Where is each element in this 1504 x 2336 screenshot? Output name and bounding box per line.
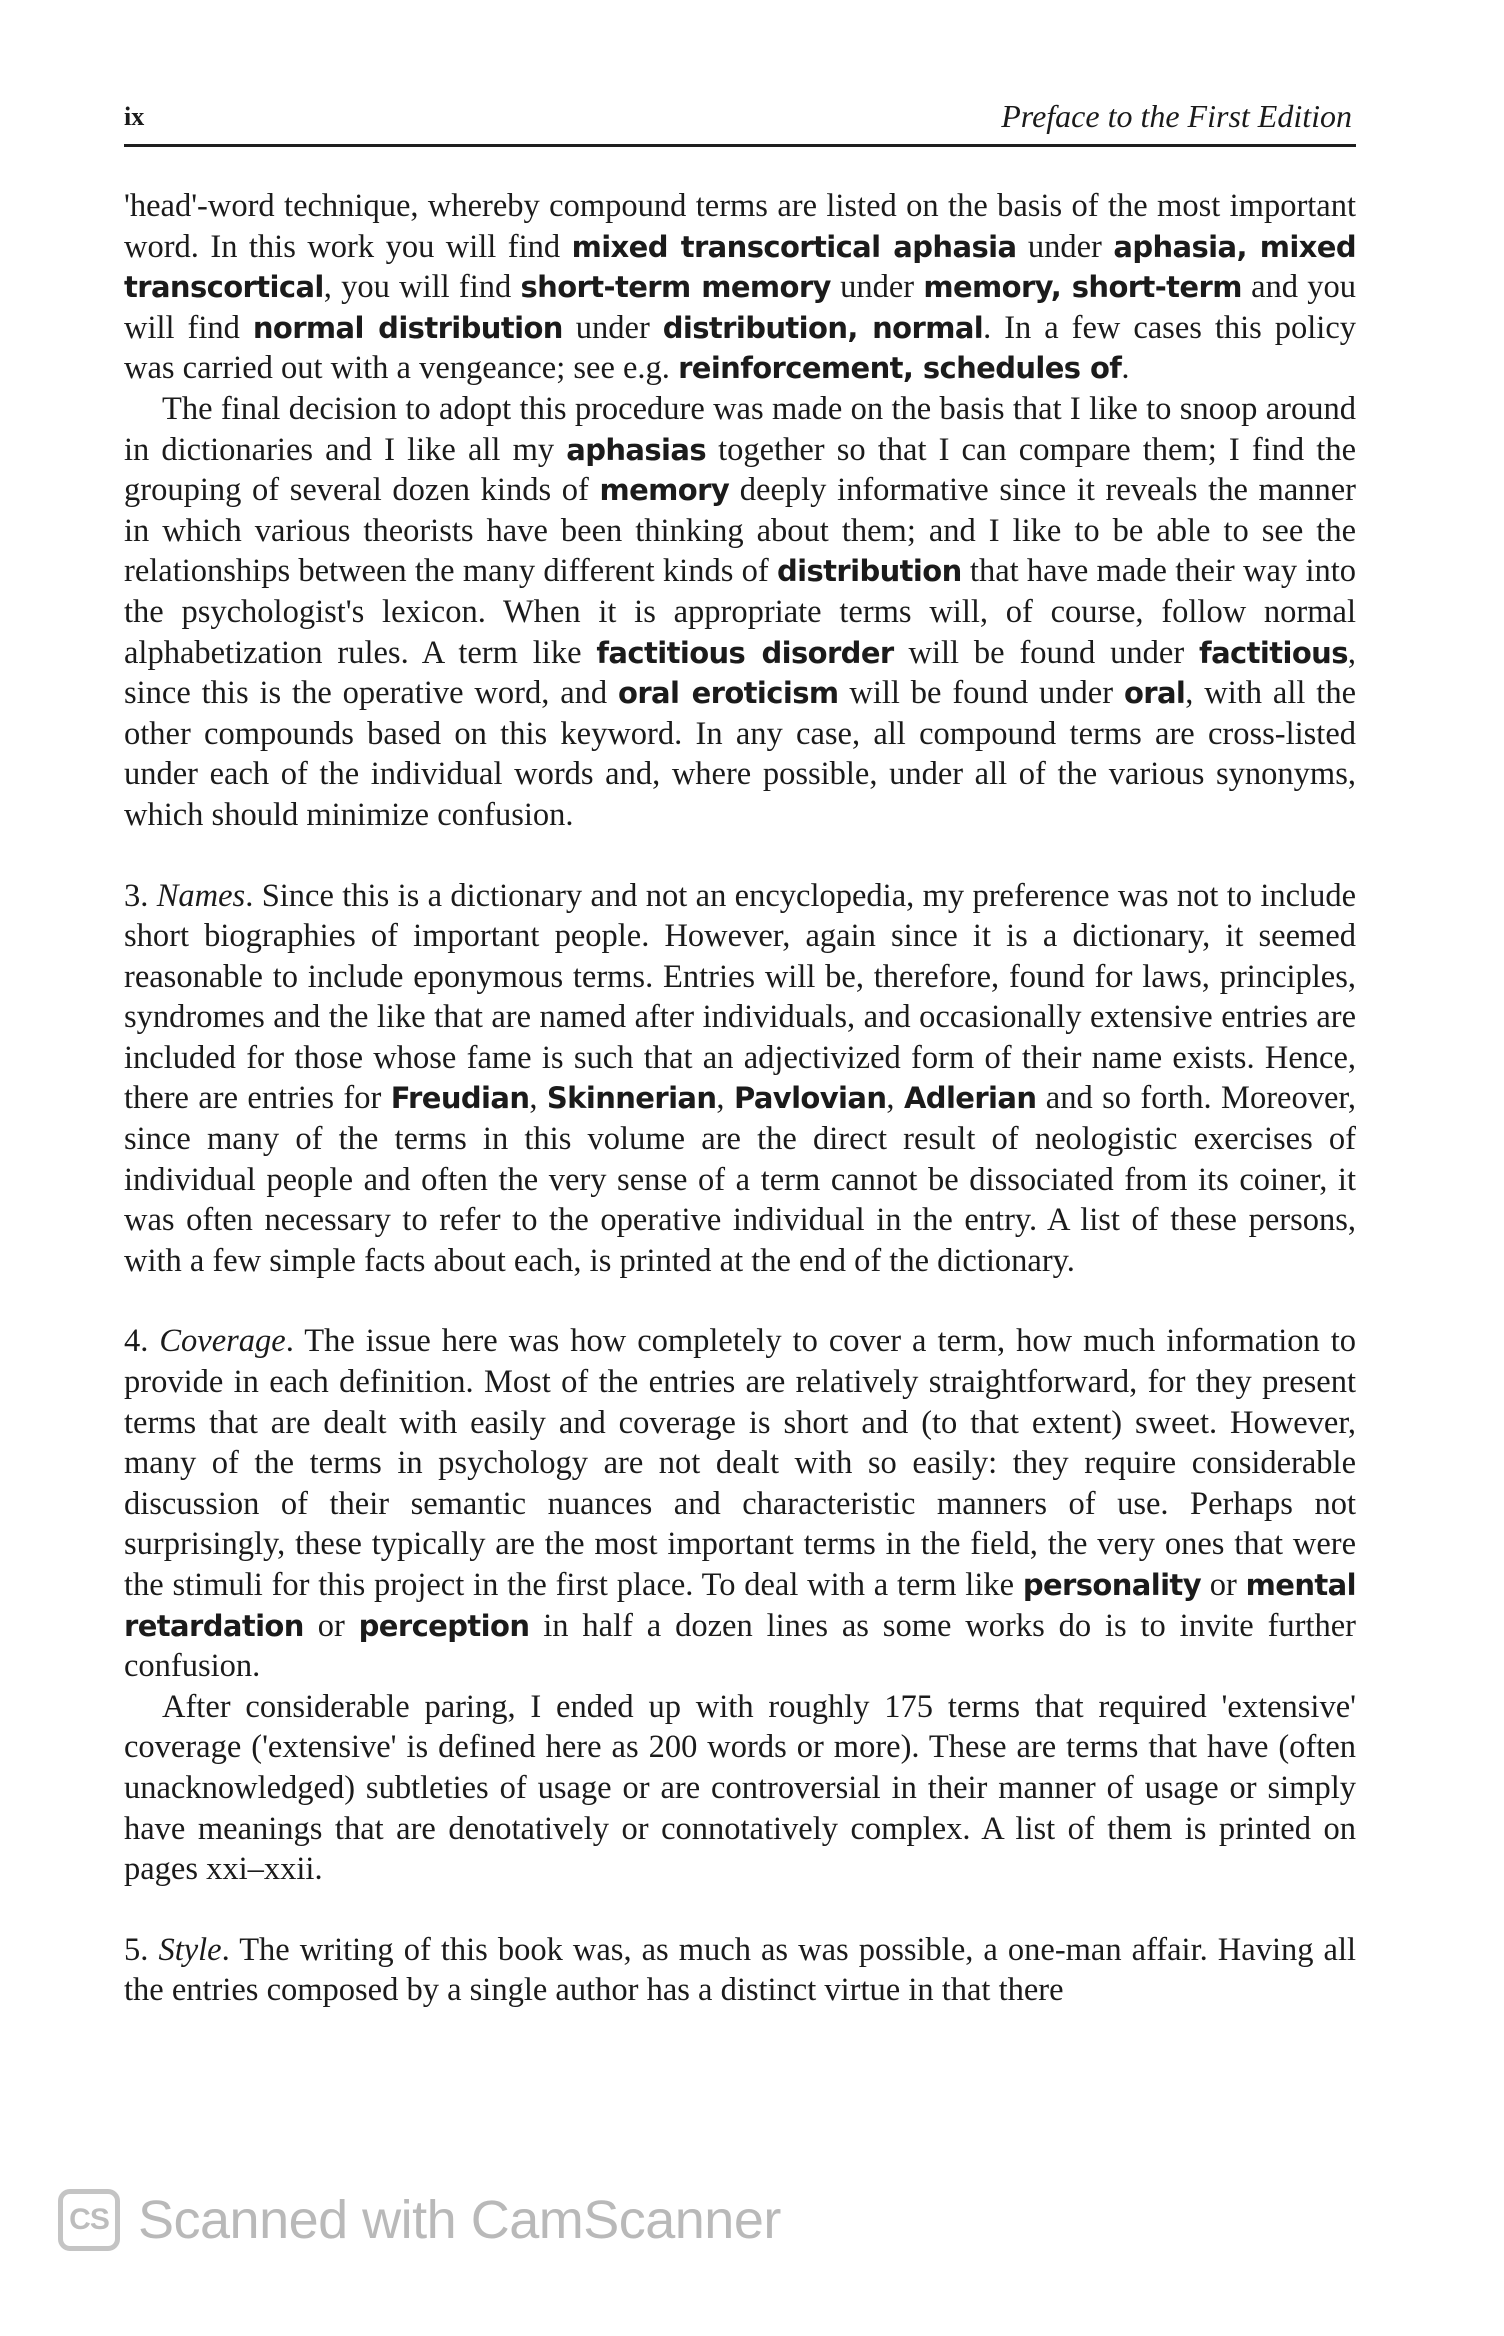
text-run: will be found under [838,675,1124,712]
bold-term: reinforcement, schedules of [678,351,1122,386]
paragraph [124,1321,1356,1686]
text-run: under [1016,228,1114,265]
text-run: and you will find [124,269,1356,346]
camscanner-logo-icon: CS [58,2189,120,2251]
text-run: 3. [124,877,157,914]
text-run: , you will find [323,269,521,306]
paragraph [124,186,1356,389]
text-run: will be found under [893,634,1200,671]
bold-term: distribution, normal [662,310,984,345]
bold-term: perception [358,1608,530,1643]
text-run: that have made their way into the psychologist's lexicon. When it is appropriate terms will, of course, follow normal alphabetization rules. A term like [124,553,1357,671]
bold-term: Freudian [390,1081,530,1116]
bold-term: oral [1123,676,1186,711]
text-run: 4. [124,1323,160,1360]
bold-term: factitious [1199,635,1348,670]
bold-term: memory, short-term [923,270,1242,305]
text-run: The final decision to adopt this procedure was made on the basis that I like to snoop around in dictionaries and I like all my [124,390,1356,468]
paragraph [124,876,1356,1282]
bold-term: oral eroticism [618,676,839,711]
paragraph [124,1687,1356,1890]
watermark-text: Scanned with CamScanner [138,2190,781,2250]
text-run: . [1121,350,1130,387]
text-run: , since this is the operative word, and [124,634,1356,712]
bold-term: distribution [776,554,962,589]
text-run: . In a few cases this policy was carried out with a vengeance; see e.g. [124,309,1357,387]
text-run: After considerable paring, I ended up with roughly 175 terms that required 'extensive' coverage ('extensive' is defined here as 200 words or more). These are terms that have (often unacknowledged) subtleties of usage or are controversial in their manner of usage or simply have meanings that are denotatively or connotatively complex. A list of them is printed on pages xxi–xxii. [124,1688,1356,1888]
bold-term: mental retardation [124,1568,1356,1643]
text-run: under [562,309,663,346]
text-run: and so forth. Moreover, since many of the terms in this volume are the direct result of neologistic exercises of individual people and often the very sense of a term cannot be dissociated from its coiner, it was often necessary to refer to the operative individual in the entry. A list of these persons, with a few simple facts about each, is printed at the end of the dictionary. [124,1080,1357,1279]
text-run: 'head'-word technique, whereby compound terms are listed on the basis of the most important word. In this work you will find [124,188,1356,265]
page-number: ix [124,102,145,131]
bold-term: factitious disorder [596,635,894,670]
text-run: , with all the other compounds based on this keyword. In any case, all compound terms are cross-listed under each of the individual words and, where possible, under all of the various synonyms, which should minimize confusion. [124,675,1356,833]
bold-term: normal distribution [252,310,563,345]
bold-term: Skinnerian [546,1081,717,1116]
bold-term: mixed transcortical aphasia [571,229,1017,264]
text-run: deeply informative since it reveals the manner in which various theorists have been thinking about them; and I like to be able to see the relationships between the many different kinds of [124,472,1356,590]
body-text [124,186,1356,2011]
text-run: together so that I can compare them; I find the grouping of several dozen kinds of [124,431,1357,509]
paragraph [124,389,1356,836]
bold-term: personality [1022,1568,1202,1602]
text-run: or [303,1607,359,1644]
text-run: under [830,269,924,306]
bold-term: Pavlovian [733,1081,887,1116]
bold-term: Adlerian [903,1081,1037,1116]
text-run: , [529,1080,547,1117]
section-heading: Style [158,1931,222,1968]
section-heading: Coverage [159,1323,286,1360]
paragraph [124,1930,1356,2011]
text-run: 5. [124,1931,159,1968]
text-run: , [886,1080,904,1117]
bold-term: aphasia, mixed transcortical [124,229,1356,305]
section-heading: Names [156,877,246,914]
bold-term: memory [599,473,730,508]
text-run: . The writing of this book was, as much as was possible, a one-man affair. Having all the entries composed by a single author has a distinct virtue in that there [124,1931,1357,2009]
running-title: Preface to the First Edition [1001,98,1352,134]
text-run: in half a dozen lines as some works do is to invite further confusion. [124,1607,1356,1685]
text-run: or [1201,1567,1246,1603]
text-run: , [716,1080,734,1117]
camscanner-watermark [58,2180,781,2260]
bold-term: short-term memory [520,270,831,305]
text-run: . Since this is a dictionary and not an encyclopedia, my preference was not to include short biographies of important people. However, again since it is a dictionary, it seemed reasonable to include eponymous terms. Entries will be, therefore, found for laws, principles, syndromes and the like that are named after individuals, and occasionally extensive entries are included for those whose fame is such that an adjectivized form of their name exists. Hence, there are entries for [124,877,1356,1117]
bold-term: aphasias [566,432,707,467]
page-header [124,96,1356,147]
text-run: . The issue here was how completely to cover a term, how much information to provide in each definition. Most of the entries are relatively straightforward, for they present terms that are dealt with easily and coverage is short and (to that extent) sweet. However, many of the terms in psychology are not dealt with so easily: they require considerable discussion of their semantic nuances and characteristic manners of use. Perhaps not surprisingly, these typically are the most important terms in the field, the very ones that were the stimuli for this project in the first place. To deal with a term like [124,1323,1356,1603]
